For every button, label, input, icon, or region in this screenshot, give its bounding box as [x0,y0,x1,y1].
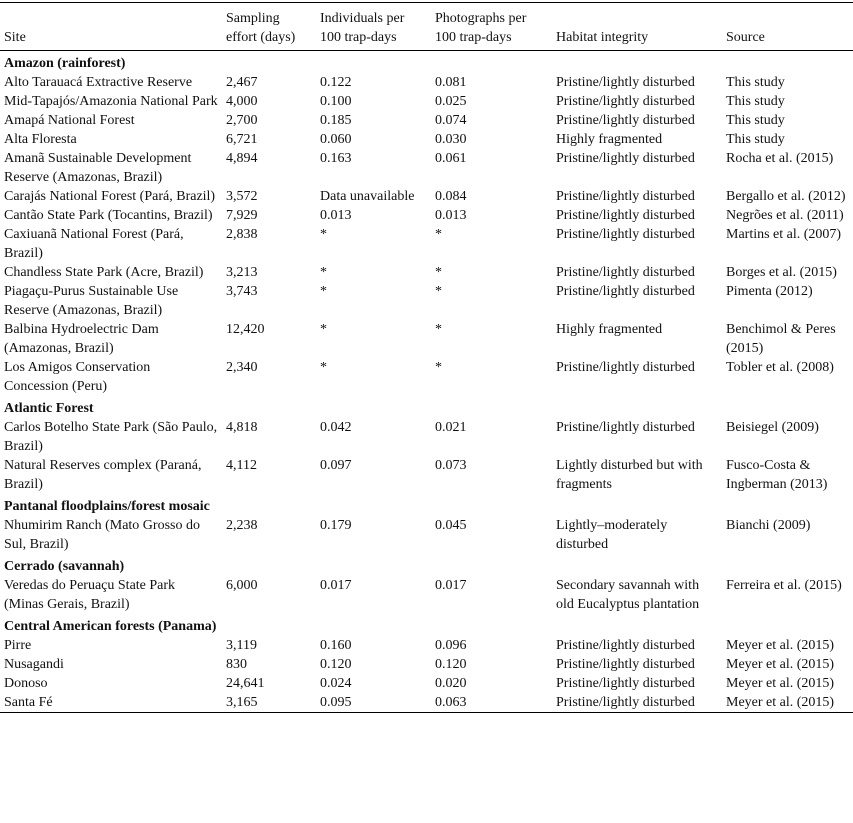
group-row [0,554,853,576]
cell-sampling-effort: 4,818 [226,420,258,435]
cell-individuals: * [320,322,327,337]
cell-habitat-integrity: Highly fragmented [556,132,663,147]
cell-habitat-integrity: Pristine/lightly disturbed [556,695,695,710]
cell-habitat-integrity: Pristine/lightly disturbed [556,360,695,375]
cell-habitat-integrity: Pristine/lightly disturbed [556,75,695,90]
cell-sampling-effort: 6,721 [226,132,258,147]
cell-source: Bergallo et al. (2012) [726,189,846,204]
cell-photographs: 0.084 [435,189,467,204]
cell-sampling-effort: 3,119 [226,638,257,653]
table-row [0,655,853,674]
header-individuals: Individuals per 100 trap-days [320,11,405,45]
cell-habitat-integrity: Pristine/lightly disturbed [556,657,695,672]
group-heading: Central American forests (Panama) [4,619,217,634]
data-table [0,2,853,713]
cell-source: This study [726,132,785,147]
cell-site: Carlos Botelho State Park (São Paulo, Brazil) [4,420,218,454]
cell-source: Meyer et al. (2015) [726,676,835,691]
cell-site: Amapá National Forest [4,113,135,128]
cell-photographs: 0.120 [435,657,467,672]
cell-photographs: 0.017 [435,578,467,593]
table-row [0,418,853,456]
cell-individuals: 0.024 [320,676,352,691]
table-row [0,358,853,396]
cell-sampling-effort: 3,165 [226,695,258,710]
cell-site: Amanã Sustainable Development Reserve (Amazonas, Brazil) [4,151,192,185]
cell-individuals: 0.163 [320,151,352,166]
cell-individuals: 0.017 [320,578,352,593]
cell-sampling-effort: 4,112 [226,458,257,473]
group-row [0,614,853,636]
cell-habitat-integrity: Pristine/lightly disturbed [556,265,695,280]
cell-sampling-effort: 4,000 [226,94,258,109]
cell-individuals: * [320,284,327,299]
table-row [0,456,853,494]
cell-individuals: 0.185 [320,113,352,128]
cell-individuals: 0.060 [320,132,352,147]
cell-photographs: * [435,360,442,375]
header-habitat-integrity: Habitat integrity [556,30,649,45]
cell-source: This study [726,94,785,109]
table-row [0,282,853,320]
cell-sampling-effort: 3,213 [226,265,258,280]
cell-source: Meyer et al. (2015) [726,695,835,710]
cell-sampling-effort: 3,743 [226,284,258,299]
table-row [0,674,853,693]
cell-sampling-effort: 4,894 [226,151,258,166]
cell-photographs: 0.074 [435,113,467,128]
table-row [0,130,853,149]
table-body [0,51,853,713]
cell-habitat-integrity: Pristine/lightly disturbed [556,208,695,223]
cell-individuals: 0.100 [320,94,352,109]
cell-habitat-integrity: Pristine/lightly disturbed [556,638,695,653]
cell-site: Los Amigos Conservation Concession (Peru) [4,360,151,394]
cell-habitat-integrity: Pristine/lightly disturbed [556,676,695,691]
cell-habitat-integrity: Pristine/lightly disturbed [556,151,695,166]
cell-sampling-effort: 6,000 [226,578,258,593]
table-row [0,73,853,92]
cell-source: Negrões et al. (2011) [726,208,844,223]
cell-source: Meyer et al. (2015) [726,638,835,653]
cell-photographs: * [435,265,442,280]
cell-photographs: * [435,227,442,242]
cell-individuals: 0.160 [320,638,352,653]
cell-sampling-effort: 830 [226,657,247,672]
cell-individuals: 0.042 [320,420,352,435]
cell-site: Pirre [4,638,32,653]
cell-habitat-integrity: Pristine/lightly disturbed [556,113,695,128]
cell-site: Mid-Tapajós/Amazonia National Park [4,94,218,109]
cell-sampling-effort: 2,700 [226,113,258,128]
cell-individuals: 0.013 [320,208,352,223]
table-row [0,320,853,358]
cell-photographs: 0.081 [435,75,467,90]
cell-individuals: 0.179 [320,518,352,533]
group-row [0,494,853,516]
cell-site: Donoso [4,676,48,691]
cell-source: This study [726,113,785,128]
cell-habitat-integrity: Pristine/lightly disturbed [556,189,695,204]
cell-photographs: 0.063 [435,695,467,710]
table-row [0,149,853,187]
group-heading: Pantanal floodplains/forest mosaic [4,499,210,514]
cell-source: Bianchi (2009) [726,518,811,533]
cell-source: Benchimol & Peres (2015) [726,322,836,356]
header-source: Source [726,30,765,45]
cell-site: Carajás National Forest (Pará, Brazil) [4,189,216,204]
group-heading: Amazon (rainforest) [4,56,126,71]
cell-site: Alta Floresta [4,132,77,147]
cell-photographs: 0.025 [435,94,467,109]
cell-habitat-integrity: Lightly–moderately disturbed [556,518,668,552]
table-row [0,263,853,282]
cell-site: Cantão State Park (Tocantins, Brazil) [4,208,213,223]
group-row [0,396,853,418]
table-row [0,225,853,263]
header-site: Site [4,30,26,45]
cell-source: Rocha et al. (2015) [726,151,834,166]
cell-site: Chandless State Park (Acre, Brazil) [4,265,204,280]
cell-site: Santa Fé [4,695,53,710]
cell-sampling-effort: 2,838 [226,227,258,242]
cell-site: Nusagandi [4,657,64,672]
cell-sampling-effort: 2,467 [226,75,258,90]
cell-site: Natural Reserves complex (Paraná, Brazil) [4,458,202,492]
cell-photographs: 0.030 [435,132,467,147]
cell-sampling-effort: 2,340 [226,360,258,375]
cell-habitat-integrity: Pristine/lightly disturbed [556,420,695,435]
cell-source: Borges et al. (2015) [726,265,837,280]
cell-sampling-effort: 2,238 [226,518,258,533]
cell-site: Balbina Hydroelectric Dam (Amazonas, Brazil) [4,322,159,356]
table-row [0,636,853,655]
cell-photographs: 0.045 [435,518,467,533]
cell-source: Beisiegel (2009) [726,420,819,435]
cell-habitat-integrity: Lightly disturbed but with fragments [556,458,703,492]
cell-individuals: 0.120 [320,657,352,672]
cell-source: Tobler et al. (2008) [726,360,834,375]
cell-site: Caxiuanã National Forest (Pará, Brazil) [4,227,184,261]
table-row [0,693,853,713]
header-row [0,3,853,51]
cell-individuals: * [320,360,327,375]
table-row [0,576,853,614]
table-row [0,92,853,111]
cell-habitat-integrity: Highly fragmented [556,322,663,337]
cell-photographs: 0.073 [435,458,467,473]
cell-photographs: 0.020 [435,676,467,691]
table-row [0,206,853,225]
cell-source: This study [726,75,785,90]
cell-individuals: * [320,227,327,242]
cell-individuals: Data unavailable [320,189,415,204]
cell-habitat-integrity: Pristine/lightly disturbed [556,227,695,242]
cell-source: Martins et al. (2007) [726,227,842,242]
cell-individuals: * [320,265,327,280]
cell-photographs: 0.096 [435,638,467,653]
cell-habitat-integrity: Pristine/lightly disturbed [556,284,695,299]
cell-habitat-integrity: Secondary savannah with old Eucalyptus plantation [556,578,700,612]
cell-photographs: 0.061 [435,151,467,166]
cell-photographs: * [435,284,442,299]
cell-sampling-effort: 7,929 [226,208,258,223]
cell-source: Meyer et al. (2015) [726,657,835,672]
cell-source: Pimenta (2012) [726,284,813,299]
group-heading: Atlantic Forest [4,401,94,416]
cell-photographs: 0.021 [435,420,467,435]
group-heading: Cerrado (savannah) [4,559,125,574]
group-row [0,51,853,74]
cell-sampling-effort: 24,641 [226,676,265,691]
cell-sampling-effort: 3,572 [226,189,258,204]
cell-site: Piagaçu-Purus Sustainable Use Reserve (Amazonas, Brazil) [4,284,179,318]
cell-sampling-effort: 12,420 [226,322,265,337]
cell-individuals: 0.097 [320,458,352,473]
table-row [0,187,853,206]
header-sampling-effort: Sampling effort (days) [226,11,296,45]
cell-site: Alto Tarauacá Extractive Reserve [4,75,193,90]
cell-individuals: 0.122 [320,75,352,90]
cell-individuals: 0.095 [320,695,352,710]
cell-site: Veredas do Peruaçu State Park (Minas Gerais, Brazil) [4,578,176,612]
table-header [0,3,853,51]
cell-source: Ferreira et al. (2015) [726,578,842,593]
cell-site: Nhumirim Ranch (Mato Grosso do Sul, Brazil) [4,518,200,552]
header-photographs: Photographs per 100 trap-days [435,11,527,45]
table-row [0,516,853,554]
cell-source: Fusco-Costa & Ingberman (2013) [726,458,828,492]
cell-photographs: * [435,322,442,337]
table-row [0,111,853,130]
cell-habitat-integrity: Pristine/lightly disturbed [556,94,695,109]
cell-photographs: 0.013 [435,208,467,223]
